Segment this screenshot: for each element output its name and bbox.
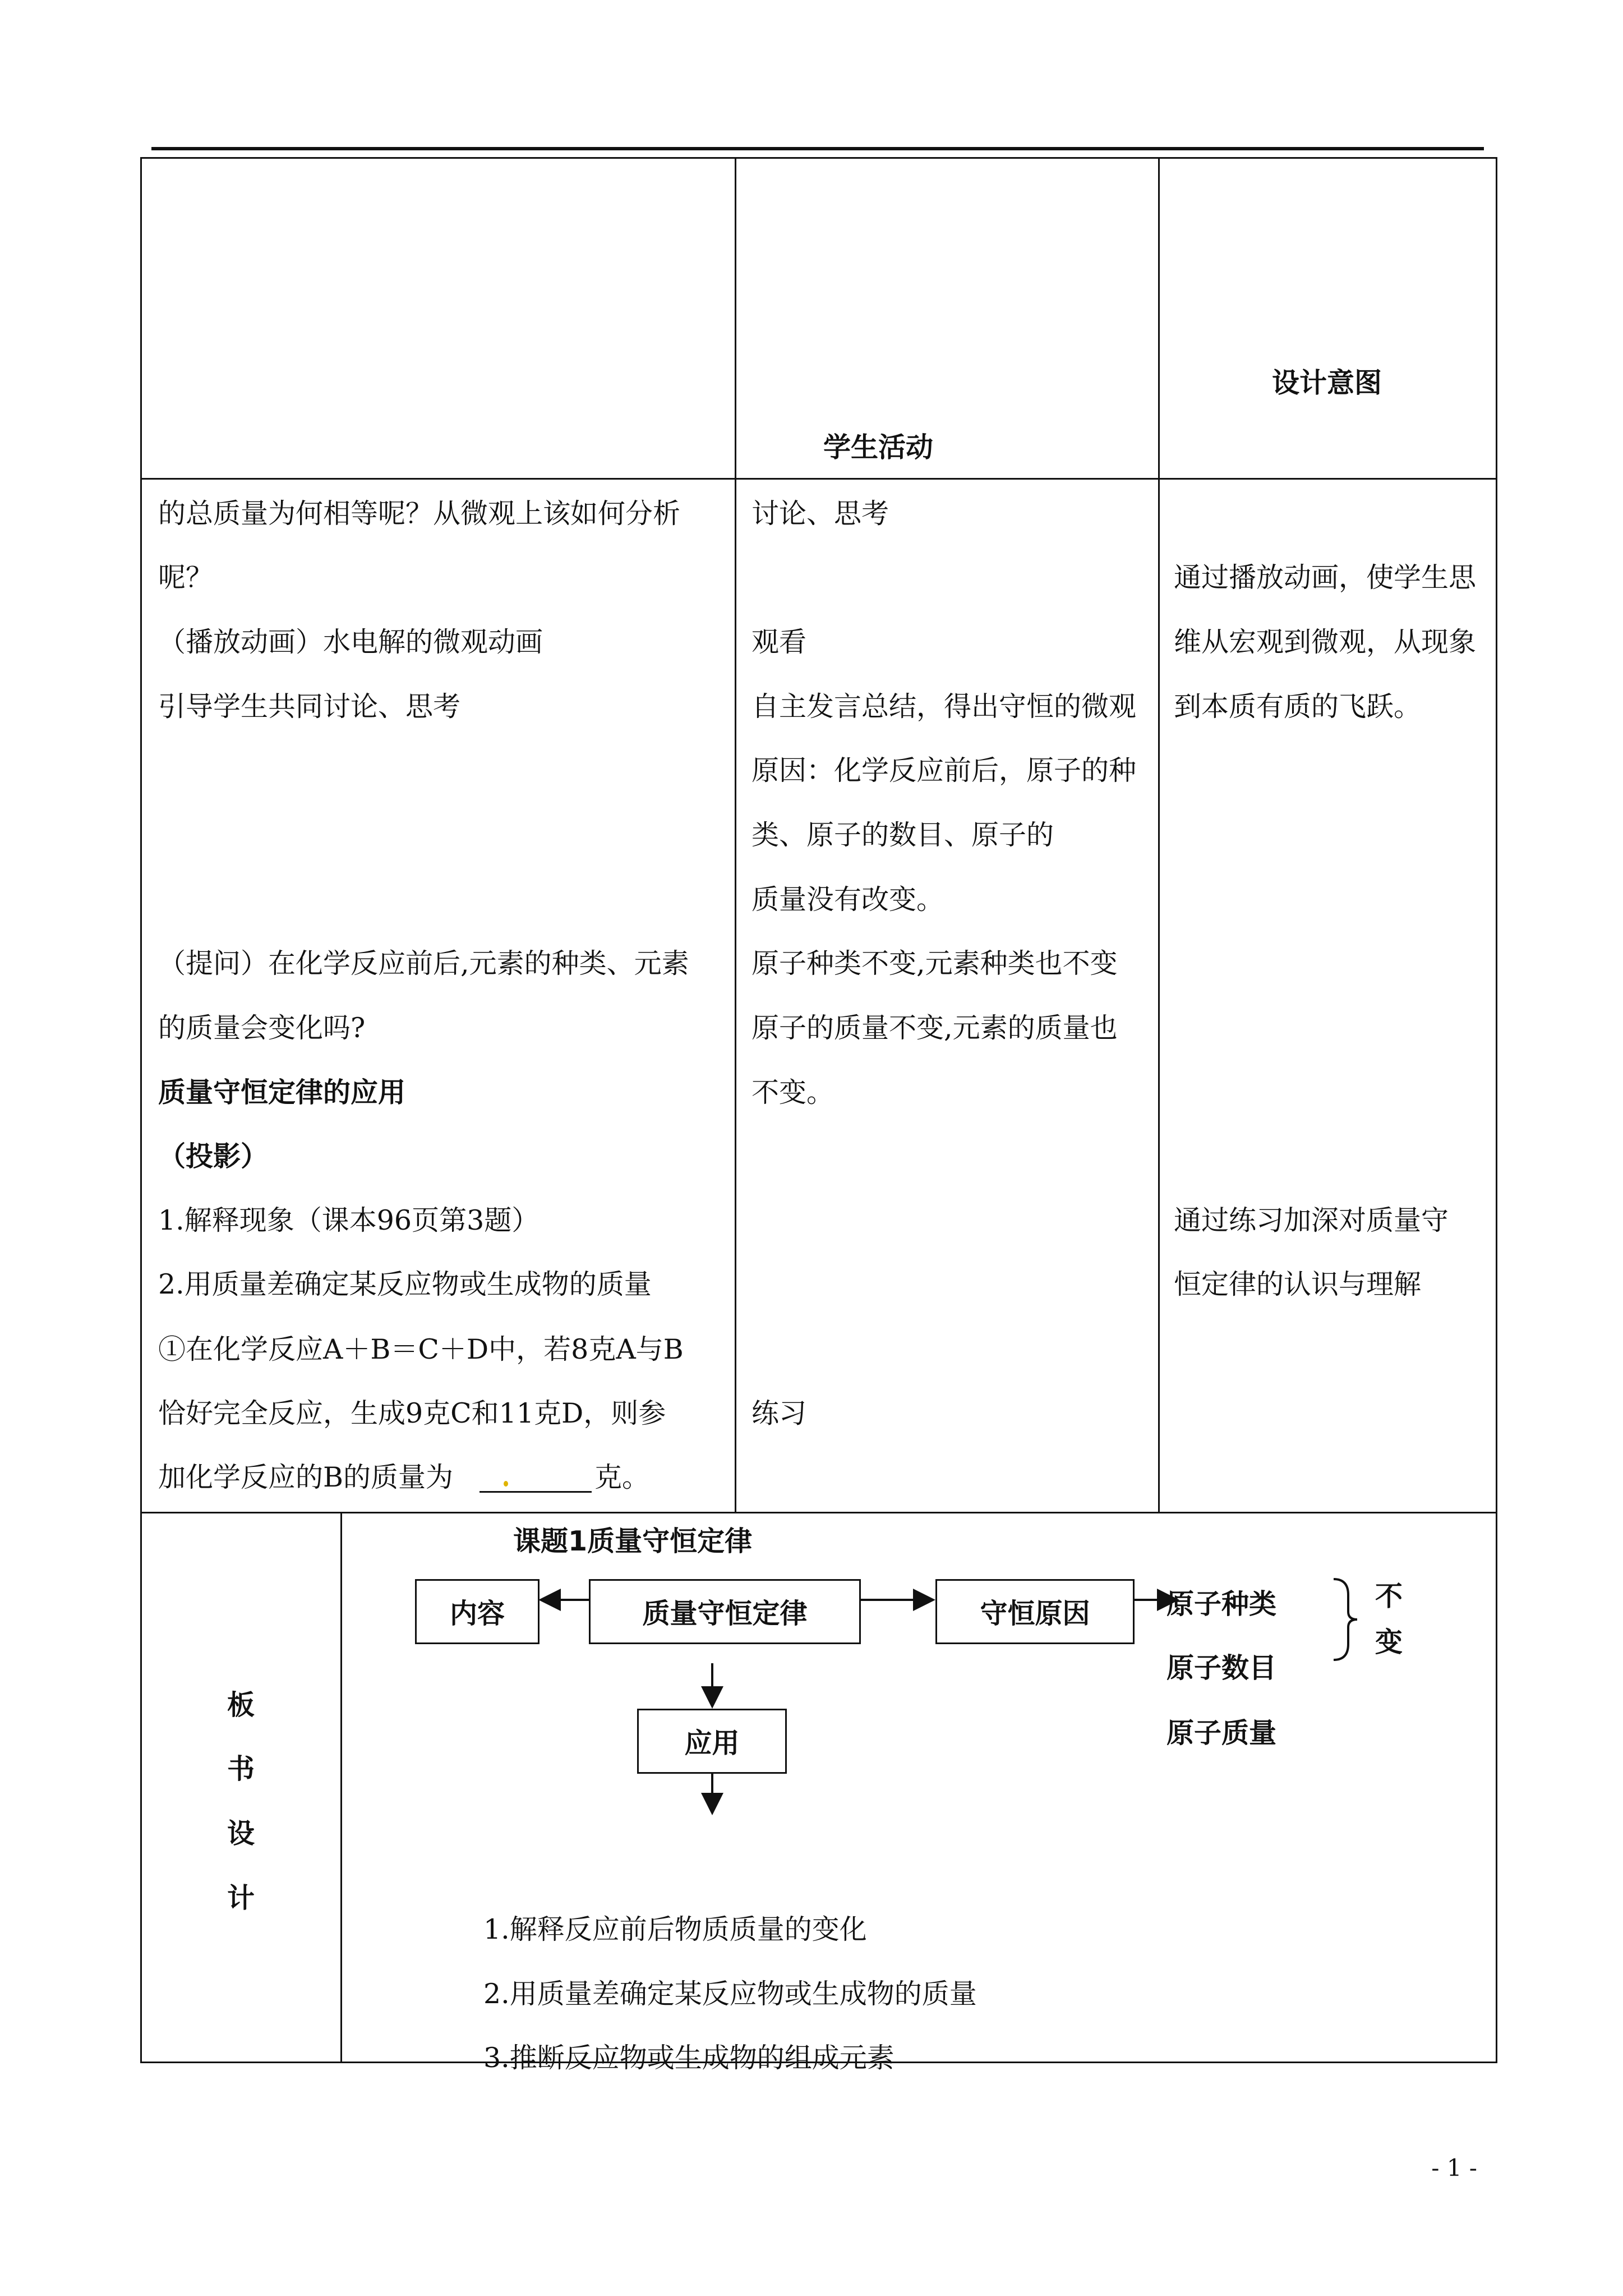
student-activity-header: 学生活动 (823, 431, 934, 463)
teacher-line: 的质量会变化吗? (158, 1012, 366, 1044)
student-line: 自主发言总结，得出守恒的微观 (751, 691, 1137, 723)
student-line: 原子的质量不变,元素的质量也 (751, 1012, 1118, 1044)
teacher-line: 的总质量为何相等呢？从微观上该如何分析 (158, 498, 681, 530)
content-box: 内容 (415, 1579, 540, 1644)
student-line: 原子种类不变,元素种类也不变 (751, 947, 1118, 979)
application-item: 2.用质量差确定某反应物或生成物的质量 (483, 1978, 977, 2010)
law-box: 质量守恒定律 (589, 1579, 861, 1644)
apply-box: 应用 (637, 1709, 787, 1774)
teacher-line: 呢？ (158, 562, 214, 593)
reason-box: 守恒原因 (935, 1579, 1135, 1644)
teacher-line: ①在化学反应A＋B＝C＋D中，若8克A与B (158, 1333, 684, 1365)
student-line: 不变。 (751, 1076, 834, 1108)
projection-label: （投影） (158, 1140, 269, 1172)
page-number: - 1 - (1431, 2154, 1477, 2182)
design-intent-header: 设计意图 (1272, 367, 1382, 399)
intent-line: 到本质有质的飞跃。 (1174, 691, 1422, 723)
board-label-char: 计 (227, 1882, 255, 1914)
application-item: 3.推断反应物或生成物的组成元素 (483, 2042, 895, 2074)
student-line: 讨论、思考 (751, 498, 889, 530)
student-line: 原因：化学反应前后，原子的种 (751, 754, 1137, 786)
reason-item: 原子质量 (1166, 1717, 1277, 1749)
unchanged-char: 变 (1375, 1626, 1403, 1658)
board-label-char: 设 (227, 1818, 255, 1849)
student-line: 质量没有改变。 (751, 884, 944, 915)
teacher-line: （提问）在化学反应前后,元素的种类、元素 (158, 947, 689, 979)
section-heading: 质量守恒定律的应用 (158, 1076, 406, 1108)
teacher-line: 1.解释现象（课本96页第3题） (158, 1204, 540, 1236)
teacher-line: 恰好完全反应，生成9克C和11克D，则参 (158, 1397, 666, 1429)
unchanged-char: 不 (1375, 1580, 1403, 1612)
intent-line: 通过练习加深对质量守 (1174, 1204, 1449, 1236)
teacher-line: （播放动画）水电解的微观动画 (158, 626, 543, 658)
reason-item: 原子种类 (1166, 1588, 1277, 1620)
student-line: 练习 (751, 1397, 807, 1429)
intent-line: 恒定律的认识与理解 (1174, 1268, 1422, 1300)
student-line: 类、原子的数目、原子的 (751, 819, 1054, 851)
application-item: 1.解释反应前后物质质量的变化 (483, 1913, 867, 1945)
board-title: 课题1质量守恒定律 (513, 1525, 753, 1557)
teacher-line: 克。 (594, 1461, 650, 1493)
student-line: 观看 (751, 626, 807, 658)
teacher-line: 引导学生共同讨论、思考 (158, 691, 461, 723)
teacher-line: 加化学反应的B的质量为 (158, 1461, 454, 1493)
brace-icon (1334, 1579, 1357, 1660)
board-label-char: 板 (227, 1689, 255, 1721)
board-label-char: 书 (227, 1753, 255, 1785)
intent-line: 维从宏观到微观，从现象 (1174, 626, 1477, 658)
intent-line: 通过播放动画，使学生思 (1174, 562, 1477, 593)
teacher-line: 2.用质量差确定某反应物或生成物的质量 (158, 1268, 652, 1300)
reason-item: 原子数目 (1166, 1652, 1277, 1684)
